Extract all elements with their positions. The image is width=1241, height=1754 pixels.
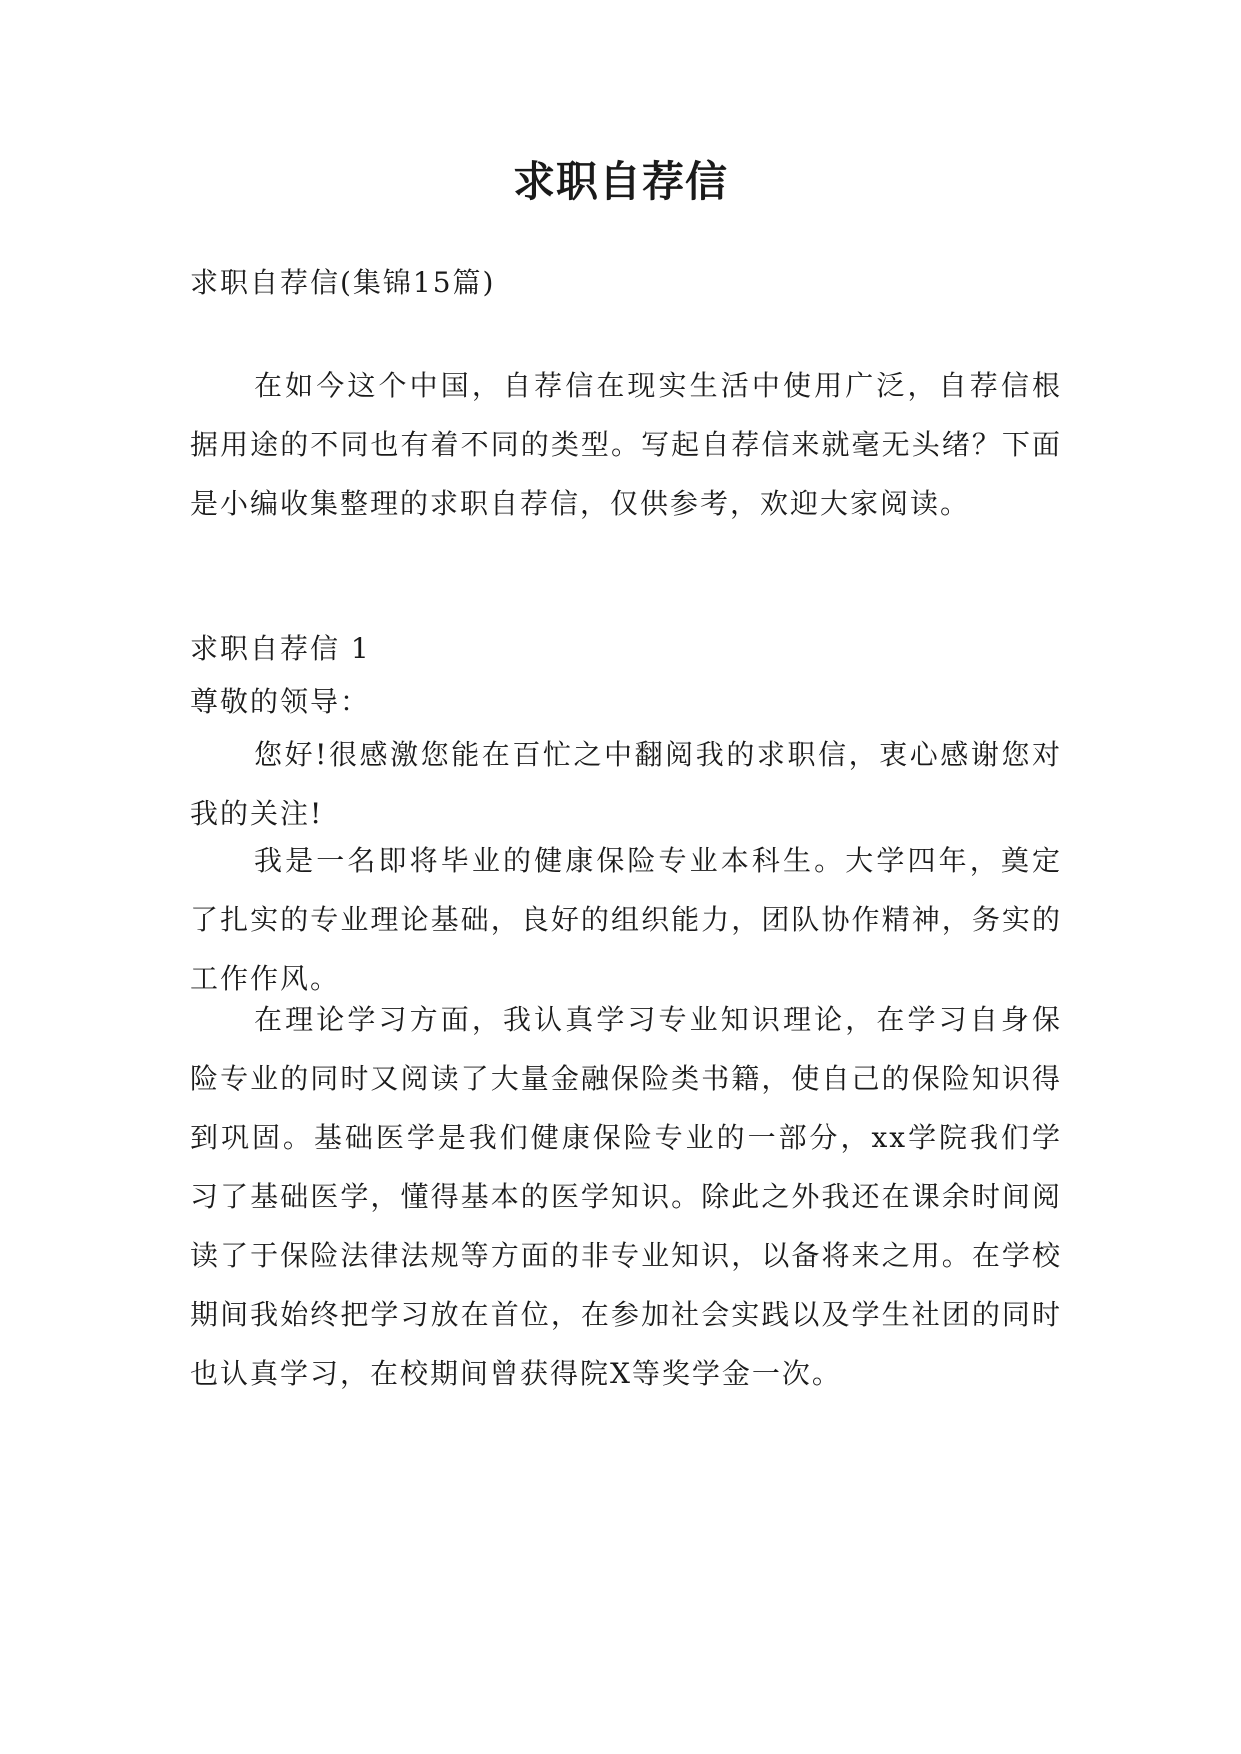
- document-title: 求职自荐信: [512, 157, 728, 206]
- intro-paragraph: 在如今这个中国，自荐信在现实生活中使用广泛，自荐信根据用途的不同也有着不同的类型。写起自荐信来就毫无头绪？下面是小编收集整理的求职自荐信，仅供参考，欢迎大家阅读。: [190, 369, 1062, 520]
- letter-paragraph: 在理论学习方面，我认真学习专业知识理论，在学习自身保险专业的同时又阅读了大量金融保险类书籍，使自己的保险知识得到巩固。基础医学是我们健康保险专业的一部分，xx学院我们学习了基础医学，懂得基本的医学知识。除此之外我还在课余时间阅读了于保险法律法规等方面的非专业知识，以备将来之用。在学校期间我始终把学习放在首位，在参加社会实践以及学生社团的同时也认真学习，在校期间曾获得院X等奖学金一次。: [190, 1003, 1062, 1390]
- letter-paragraph: 您好!很感激您能在百忙之中翻阅我的求职信，衷心感谢您对我的关注!: [190, 738, 1062, 830]
- letter-heading: 求职自荐信 1: [190, 632, 371, 665]
- letter-paragraph: 我是一名即将毕业的健康保险专业本科生。大学四年，奠定了扎实的专业理论基础，良好的组织能力，团队协作精神，务实的工作作风。: [190, 844, 1062, 995]
- letter-salutation: 尊敬的领导：: [190, 685, 371, 718]
- document-subtitle: 求职自荐信(集锦15篇): [190, 266, 496, 299]
